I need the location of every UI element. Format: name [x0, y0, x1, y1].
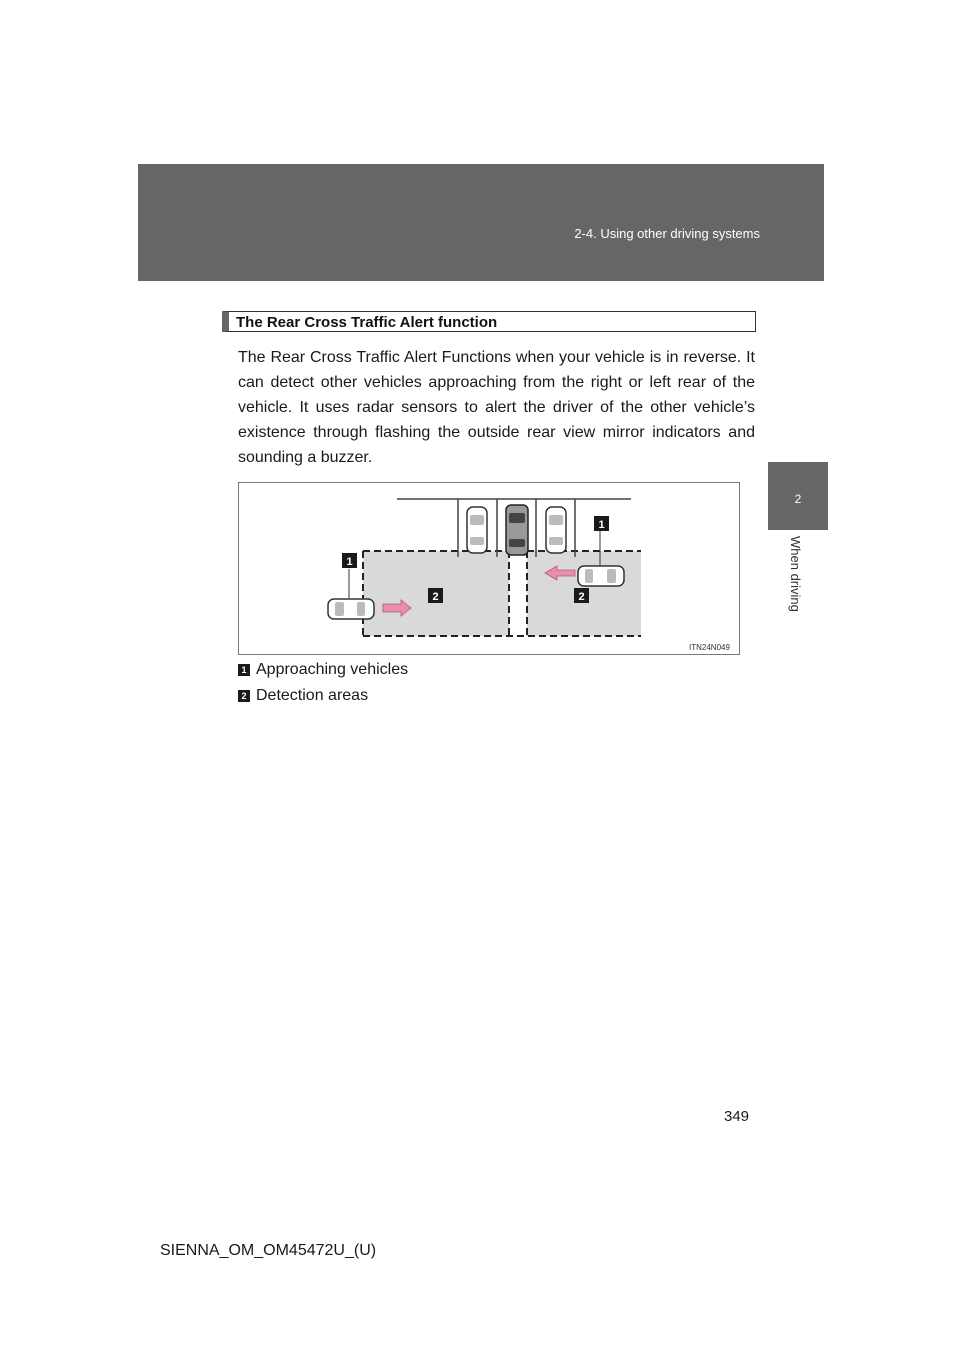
legend-badge-2: 2	[238, 690, 250, 702]
figure-code: ITN24N049	[689, 643, 730, 652]
parked-car-left	[467, 507, 487, 553]
legend-text-2: Detection areas	[256, 687, 369, 704]
rcta-diagram	[238, 482, 740, 655]
callout-1-left	[342, 553, 357, 568]
subheading-title: The Rear Cross Traffic Alert function	[236, 314, 498, 331]
callout-2-right	[574, 588, 589, 603]
body-paragraph: The Rear Cross Traffic Alert Functions when your vehicle is in reverse. It can detect other vehicles approaching from the right or left rear of the vehicle. It uses radar sensors to alert the driver of the other vehicle’s existence through flashing the outside rear view mirror indicators and sounding a buzzer.	[238, 349, 755, 466]
callout-1-left-text: 1	[346, 556, 353, 568]
callout-1-right	[594, 516, 609, 531]
chapter-tab	[768, 462, 828, 530]
legend-item-approaching	[238, 661, 408, 681]
callout-2-right-text: 2	[578, 591, 585, 603]
chapter-label: When driving	[788, 536, 803, 612]
callout-1-right-text: 1	[598, 519, 605, 531]
page-number: 349	[724, 1108, 750, 1125]
legend-text-1: Approaching vehicles	[256, 661, 409, 678]
callout-2-left	[428, 588, 443, 603]
approaching-car-left	[328, 599, 374, 619]
header-band	[138, 164, 824, 281]
chapter-number: 2	[794, 492, 802, 506]
diagram-svg	[239, 483, 741, 656]
subheading-box	[222, 311, 756, 332]
approaching-car-right	[578, 566, 624, 586]
callout-2-left-text: 2	[432, 591, 439, 603]
section-title: 2-4. Using other driving systems	[574, 226, 760, 241]
own-vehicle	[506, 505, 528, 555]
legend-badge-1: 1	[238, 664, 250, 676]
parked-car-right	[546, 507, 566, 553]
legend-item-detection	[238, 687, 368, 707]
footer-manual-code: SIENNA_OM_OM45472U_(U)	[160, 1242, 377, 1259]
